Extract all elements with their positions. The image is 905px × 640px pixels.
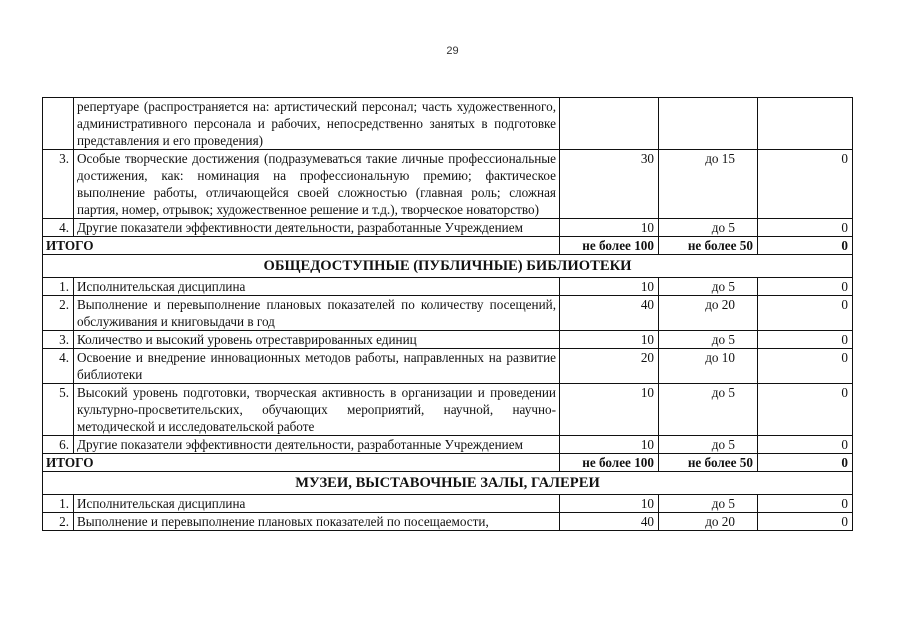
table-row — [43, 278, 853, 296]
row-max-points: 10 — [560, 384, 659, 436]
row-description: Другие показатели эффективности деятельности, разработанные Учреждением — [74, 219, 560, 237]
row-number: 3. — [43, 331, 74, 349]
row-description: Высокий уровень подготовки, творческая активность в организации и проведении культурно-просветительских, обучающих мероприятий, научной, научно-методической и исследовательской работе — [74, 384, 560, 436]
criteria-table-body — [43, 98, 853, 531]
section-title: ОБЩЕДОСТУПНЫЕ (ПУБЛИЧНЫЕ) БИБЛИОТЕКИ — [43, 255, 853, 278]
row-fact-points — [758, 98, 853, 150]
table-row — [43, 349, 853, 384]
row-max-points: 10 — [560, 219, 659, 237]
row-max-points: 30 — [560, 150, 659, 219]
row-description: репертуаре (распространяется на: артистический персонал; часть художественного, административного персонала и рабочих, непосредственно занятых в подготовке представления и его проведения) — [74, 98, 560, 150]
section-title: МУЗЕИ, ВЫСТАВОЧНЫЕ ЗАЛЫ, ГАЛЕРЕИ — [43, 472, 853, 495]
total-row — [43, 454, 853, 472]
row-max-points: 10 — [560, 278, 659, 296]
row-description: Выполнение и перевыполнение плановых показателей по посещаемости, — [74, 513, 560, 531]
total-max-points: не более 100 — [560, 454, 659, 472]
row-description: Выполнение и перевыполнение плановых показателей по количеству посещений, обслуживания и книговыдачи в год — [74, 296, 560, 331]
row-fact-points: 0 — [758, 296, 853, 331]
table-row — [43, 384, 853, 436]
row-deduction: до 5 — [659, 495, 758, 513]
row-number: 1. — [43, 495, 74, 513]
table-row — [43, 150, 853, 219]
row-fact-points: 0 — [758, 384, 853, 436]
row-max-points: 40 — [560, 513, 659, 531]
row-description: Другие показатели эффективности деятельности, разработанные Учреждением — [74, 436, 560, 454]
row-fact-points: 0 — [758, 349, 853, 384]
row-number: 4. — [43, 219, 74, 237]
row-fact-points: 0 — [758, 436, 853, 454]
total-deduction: не более 50 — [659, 454, 758, 472]
row-deduction: до 5 — [659, 278, 758, 296]
row-max-points: 40 — [560, 296, 659, 331]
row-fact-points: 0 — [758, 150, 853, 219]
table-row — [43, 331, 853, 349]
row-number: 5. — [43, 384, 74, 436]
row-description: Исполнительская дисциплина — [74, 278, 560, 296]
total-deduction: не более 50 — [659, 237, 758, 255]
row-max-points: 10 — [560, 331, 659, 349]
row-fact-points: 0 — [758, 513, 853, 531]
table-row — [43, 98, 853, 150]
section-header-row — [43, 255, 853, 278]
table-row — [43, 436, 853, 454]
row-description: Исполнительская дисциплина — [74, 495, 560, 513]
table-row — [43, 219, 853, 237]
total-label: ИТОГО — [43, 237, 560, 255]
table-row — [43, 296, 853, 331]
row-number: 6. — [43, 436, 74, 454]
page-number: 29 — [446, 45, 459, 57]
table-row — [43, 513, 853, 531]
row-deduction: до 5 — [659, 331, 758, 349]
total-fact-points: 0 — [758, 454, 853, 472]
row-fact-points: 0 — [758, 331, 853, 349]
row-number: 3. — [43, 150, 74, 219]
row-max-points: 10 — [560, 495, 659, 513]
row-fact-points: 0 — [758, 219, 853, 237]
total-row — [43, 237, 853, 255]
row-deduction: до 10 — [659, 349, 758, 384]
row-deduction: до 20 — [659, 513, 758, 531]
row-deduction: до 20 — [659, 296, 758, 331]
row-max-points: 10 — [560, 436, 659, 454]
row-number: 4. — [43, 349, 74, 384]
row-deduction: до 5 — [659, 436, 758, 454]
row-max-points: 20 — [560, 349, 659, 384]
table-row — [43, 495, 853, 513]
row-description: Особые творческие достижения (подразумеваться такие личные профессиональные достижения, как: номинация на профессиональную премию; фактическое выполнение работы, отличающейся своей сложностью (главная роль; сложная партия, номер, отрывок; художественное решение и т.д.), творческое новаторство) — [74, 150, 560, 219]
row-description: Освоение и внедрение инновационных методов работы, направленных на развитие библиотеки — [74, 349, 560, 384]
row-fact-points: 0 — [758, 495, 853, 513]
row-number: 2. — [43, 296, 74, 331]
row-deduction: до 5 — [659, 384, 758, 436]
row-number — [43, 98, 74, 150]
section-header-row — [43, 472, 853, 495]
row-number: 1. — [43, 278, 74, 296]
row-max-points — [560, 98, 659, 150]
criteria-table — [42, 97, 853, 531]
total-fact-points: 0 — [758, 237, 853, 255]
row-deduction: до 5 — [659, 219, 758, 237]
row-number: 2. — [43, 513, 74, 531]
total-max-points: не более 100 — [560, 237, 659, 255]
total-label: ИТОГО — [43, 454, 560, 472]
row-deduction: до 15 — [659, 150, 758, 219]
row-description: Количество и высокий уровень отреставрированных единиц — [74, 331, 560, 349]
row-deduction — [659, 98, 758, 150]
row-fact-points: 0 — [758, 278, 853, 296]
